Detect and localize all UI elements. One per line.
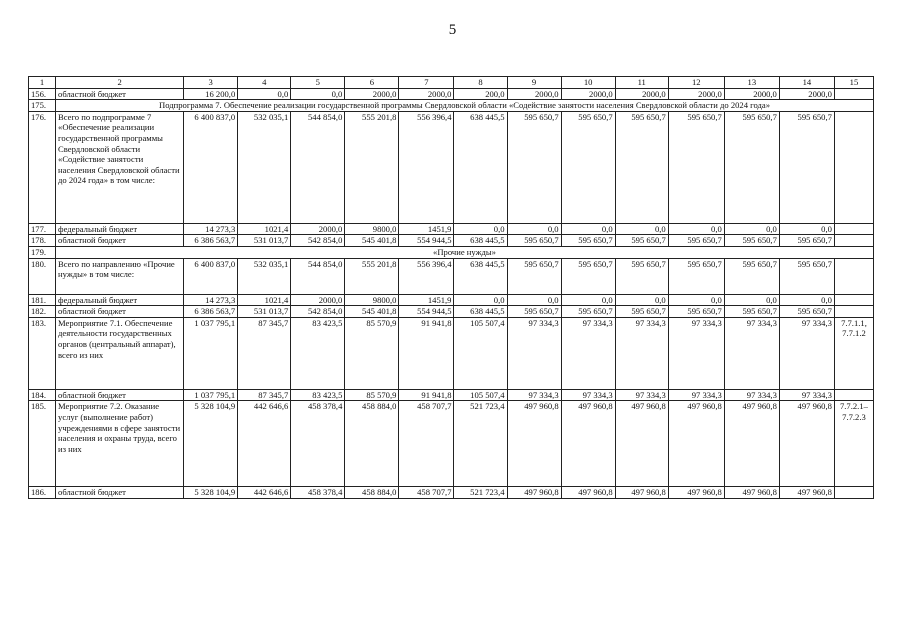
value-cell: 97 334,3 bbox=[668, 389, 724, 401]
value-cell: 458 707,7 bbox=[399, 401, 454, 487]
value-cell: 0,0 bbox=[561, 294, 615, 306]
row-number: 182. bbox=[29, 306, 56, 318]
table-row bbox=[29, 487, 874, 499]
value-cell: 97 334,3 bbox=[507, 317, 561, 389]
value-cell: 554 944,5 bbox=[399, 306, 454, 318]
value-cell: 497 960,8 bbox=[668, 401, 724, 487]
value-cell: 91 941,8 bbox=[399, 317, 454, 389]
value-cell: 595 650,7 bbox=[779, 258, 834, 294]
value-cell: 595 650,7 bbox=[615, 235, 668, 247]
row-number: 178. bbox=[29, 235, 56, 247]
value-cell: 544 854,0 bbox=[291, 258, 345, 294]
value-cell: 2000,0 bbox=[507, 88, 561, 100]
table-row bbox=[29, 306, 874, 318]
value-cell: 442 646,6 bbox=[238, 487, 291, 499]
value-cell: 87 345,7 bbox=[238, 389, 291, 401]
value-cell: 595 650,7 bbox=[507, 258, 561, 294]
value-cell: 91 941,8 bbox=[399, 389, 454, 401]
value-cell: 442 646,6 bbox=[238, 401, 291, 487]
value-cell: 0,0 bbox=[507, 294, 561, 306]
value-cell: 531 013,7 bbox=[238, 306, 291, 318]
table-row bbox=[29, 258, 874, 294]
value-cell: 595 650,7 bbox=[724, 235, 779, 247]
table-row bbox=[29, 294, 874, 306]
target-reference-cell bbox=[834, 235, 873, 247]
column-number-cell: 14 bbox=[779, 77, 834, 89]
value-cell: 0,0 bbox=[615, 223, 668, 235]
section-heading-row bbox=[29, 246, 874, 258]
value-cell: 1021,4 bbox=[238, 294, 291, 306]
value-cell: 2000,0 bbox=[291, 223, 345, 235]
table-row bbox=[29, 317, 874, 389]
value-cell: 638 445,5 bbox=[454, 258, 507, 294]
value-cell: 542 854,0 bbox=[291, 235, 345, 247]
column-number-cell: 11 bbox=[615, 77, 668, 89]
value-cell: 2000,0 bbox=[345, 88, 399, 100]
value-cell: 97 334,3 bbox=[779, 317, 834, 389]
value-cell: 531 013,7 bbox=[238, 235, 291, 247]
value-cell: 0,0 bbox=[668, 223, 724, 235]
column-number-cell: 6 bbox=[345, 77, 399, 89]
value-cell: 497 960,8 bbox=[507, 401, 561, 487]
value-cell: 556 396,4 bbox=[399, 111, 454, 223]
row-number: 156. bbox=[29, 88, 56, 100]
value-cell: 595 650,7 bbox=[779, 306, 834, 318]
value-cell: 497 960,8 bbox=[615, 487, 668, 499]
row-label: областной бюджет bbox=[56, 235, 184, 247]
value-cell: 0,0 bbox=[454, 223, 507, 235]
value-cell: 545 401,8 bbox=[345, 306, 399, 318]
value-cell: 97 334,3 bbox=[561, 317, 615, 389]
value-cell: 0,0 bbox=[779, 294, 834, 306]
value-cell: 0,0 bbox=[238, 88, 291, 100]
value-cell: 532 035,1 bbox=[238, 258, 291, 294]
value-cell: 595 650,7 bbox=[668, 235, 724, 247]
table-row bbox=[29, 401, 874, 487]
row-label: федеральный бюджет bbox=[56, 223, 184, 235]
target-reference-cell: 7.7.1.1, 7.7.1.2 bbox=[834, 317, 873, 389]
row-label: областной бюджет bbox=[56, 389, 184, 401]
value-cell: 521 723,4 bbox=[454, 487, 507, 499]
row-number: 176. bbox=[29, 111, 56, 223]
value-cell: 5 328 104,9 bbox=[184, 401, 238, 487]
value-cell: 595 650,7 bbox=[507, 235, 561, 247]
value-cell: 545 401,8 bbox=[345, 235, 399, 247]
row-number: 180. bbox=[29, 258, 56, 294]
value-cell: 497 960,8 bbox=[561, 487, 615, 499]
table-row bbox=[29, 88, 874, 100]
column-number-cell: 15 bbox=[834, 77, 873, 89]
value-cell: 2000,0 bbox=[724, 88, 779, 100]
value-cell: 97 334,3 bbox=[724, 389, 779, 401]
column-number-cell: 9 bbox=[507, 77, 561, 89]
value-cell: 458 378,4 bbox=[291, 401, 345, 487]
row-label: федеральный бюджет bbox=[56, 294, 184, 306]
column-number-cell: 8 bbox=[454, 77, 507, 89]
value-cell: 97 334,3 bbox=[561, 389, 615, 401]
value-cell: 0,0 bbox=[724, 294, 779, 306]
table-row bbox=[29, 389, 874, 401]
value-cell: 595 650,7 bbox=[668, 306, 724, 318]
column-number-cell: 12 bbox=[668, 77, 724, 89]
value-cell: 595 650,7 bbox=[668, 111, 724, 223]
value-cell: 497 960,8 bbox=[724, 487, 779, 499]
value-cell: 532 035,1 bbox=[238, 111, 291, 223]
row-label: Всего по направлению «Прочие нужды» в том числе: bbox=[56, 258, 184, 294]
value-cell: 595 650,7 bbox=[507, 111, 561, 223]
value-cell: 1 037 795,1 bbox=[184, 389, 238, 401]
value-cell: 497 960,8 bbox=[668, 487, 724, 499]
value-cell: 458 378,4 bbox=[291, 487, 345, 499]
value-cell: 497 960,8 bbox=[724, 401, 779, 487]
column-number-cell: 13 bbox=[724, 77, 779, 89]
value-cell: 595 650,7 bbox=[779, 111, 834, 223]
value-cell: 595 650,7 bbox=[724, 306, 779, 318]
value-cell: 6 386 563,7 bbox=[184, 306, 238, 318]
target-reference-cell bbox=[834, 258, 873, 294]
row-number: 183. bbox=[29, 317, 56, 389]
value-cell: 544 854,0 bbox=[291, 111, 345, 223]
target-reference-cell: 7.7.2.1– 7.7.2.3 bbox=[834, 401, 873, 487]
table-row bbox=[29, 111, 874, 223]
value-cell: 595 650,7 bbox=[724, 111, 779, 223]
value-cell: 97 334,3 bbox=[615, 317, 668, 389]
value-cell: 2000,0 bbox=[561, 88, 615, 100]
value-cell: 0,0 bbox=[507, 223, 561, 235]
value-cell: 97 334,3 bbox=[724, 317, 779, 389]
value-cell: 595 650,7 bbox=[507, 306, 561, 318]
value-cell: 97 334,3 bbox=[668, 317, 724, 389]
value-cell: 97 334,3 bbox=[779, 389, 834, 401]
value-cell: 0,0 bbox=[668, 294, 724, 306]
value-cell: 555 201,8 bbox=[345, 258, 399, 294]
value-cell: 497 960,8 bbox=[561, 401, 615, 487]
column-number-cell: 4 bbox=[238, 77, 291, 89]
row-number: 175. bbox=[29, 100, 56, 112]
row-number: 181. bbox=[29, 294, 56, 306]
value-cell: 14 273,3 bbox=[184, 294, 238, 306]
value-cell: 458 884,0 bbox=[345, 401, 399, 487]
value-cell: 555 201,8 bbox=[345, 111, 399, 223]
target-reference-cell bbox=[834, 223, 873, 235]
value-cell: 638 445,5 bbox=[454, 235, 507, 247]
row-number: 185. bbox=[29, 401, 56, 487]
value-cell: 85 570,9 bbox=[345, 389, 399, 401]
row-label: областной бюджет bbox=[56, 88, 184, 100]
table-row bbox=[29, 235, 874, 247]
value-cell: 497 960,8 bbox=[507, 487, 561, 499]
section-heading-row bbox=[29, 100, 874, 112]
value-cell: 9800,0 bbox=[345, 223, 399, 235]
value-cell: 6 400 837,0 bbox=[184, 111, 238, 223]
target-reference-cell bbox=[834, 389, 873, 401]
value-cell: 6 400 837,0 bbox=[184, 258, 238, 294]
value-cell: 1451,9 bbox=[399, 294, 454, 306]
value-cell: 105 507,4 bbox=[454, 389, 507, 401]
section-heading: «Прочие нужды» bbox=[56, 246, 874, 258]
row-number: 186. bbox=[29, 487, 56, 499]
value-cell: 14 273,3 bbox=[184, 223, 238, 235]
target-reference-cell bbox=[834, 487, 873, 499]
row-label: областной бюджет bbox=[56, 306, 184, 318]
value-cell: 2000,0 bbox=[615, 88, 668, 100]
page-number: 5 bbox=[448, 22, 457, 38]
value-cell: 85 570,9 bbox=[345, 317, 399, 389]
value-cell: 521 723,4 bbox=[454, 401, 507, 487]
column-number-cell: 3 bbox=[184, 77, 238, 89]
value-cell: 105 507,4 bbox=[454, 317, 507, 389]
value-cell: 1451,9 bbox=[399, 223, 454, 235]
value-cell: 542 854,0 bbox=[291, 306, 345, 318]
value-cell: 1 037 795,1 bbox=[184, 317, 238, 389]
row-label: Мероприятие 7.1. Обеспечение деятельности государственных органов (центральный аппарат), всего из них bbox=[56, 317, 184, 389]
value-cell: 556 396,4 bbox=[399, 258, 454, 294]
target-reference-cell bbox=[834, 88, 873, 100]
row-number: 184. bbox=[29, 389, 56, 401]
value-cell: 2000,0 bbox=[399, 88, 454, 100]
value-cell: 497 960,8 bbox=[779, 487, 834, 499]
column-number-row bbox=[29, 77, 874, 89]
row-label: Всего по подпрограмме 7 «Обеспечение реализации государственной программы Свердловской области «Содействие занятости населения Свердловской области до 2024 года» в том числе: bbox=[56, 111, 184, 223]
value-cell: 83 423,5 bbox=[291, 317, 345, 389]
value-cell: 97 334,3 bbox=[615, 389, 668, 401]
value-cell: 638 445,5 bbox=[454, 111, 507, 223]
column-number-cell: 10 bbox=[561, 77, 615, 89]
column-number-cell: 7 bbox=[399, 77, 454, 89]
row-label: Мероприятие 7.2. Оказание услуг (выполнение работ) учреждениями в сфере занятости населения и охраны труда, всего из них bbox=[56, 401, 184, 487]
column-number-cell: 2 bbox=[56, 77, 184, 89]
value-cell: 595 650,7 bbox=[779, 235, 834, 247]
value-cell: 87 345,7 bbox=[238, 317, 291, 389]
value-cell: 200,0 bbox=[454, 88, 507, 100]
value-cell: 0,0 bbox=[615, 294, 668, 306]
row-number: 177. bbox=[29, 223, 56, 235]
value-cell: 2000,0 bbox=[668, 88, 724, 100]
table-row bbox=[29, 223, 874, 235]
value-cell: 0,0 bbox=[454, 294, 507, 306]
value-cell: 2000,0 bbox=[291, 294, 345, 306]
value-cell: 0,0 bbox=[291, 88, 345, 100]
value-cell: 497 960,8 bbox=[779, 401, 834, 487]
column-number-cell: 5 bbox=[291, 77, 345, 89]
value-cell: 595 650,7 bbox=[724, 258, 779, 294]
value-cell: 458 707,7 bbox=[399, 487, 454, 499]
value-cell: 638 445,5 bbox=[454, 306, 507, 318]
value-cell: 0,0 bbox=[561, 223, 615, 235]
value-cell: 0,0 bbox=[779, 223, 834, 235]
value-cell: 2000,0 bbox=[779, 88, 834, 100]
value-cell: 0,0 bbox=[724, 223, 779, 235]
row-label: областной бюджет bbox=[56, 487, 184, 499]
section-heading: Подпрограмма 7. Обеспечение реализации государственной программы Свердловской области «Содействие занятости населения Свердловской области до 2024 года» bbox=[56, 100, 874, 112]
column-number-cell: 1 bbox=[29, 77, 56, 89]
value-cell: 6 386 563,7 bbox=[184, 235, 238, 247]
value-cell: 97 334,3 bbox=[507, 389, 561, 401]
budget-table bbox=[28, 76, 874, 499]
value-cell: 9800,0 bbox=[345, 294, 399, 306]
value-cell: 595 650,7 bbox=[561, 235, 615, 247]
row-number: 179. bbox=[29, 246, 56, 258]
value-cell: 554 944,5 bbox=[399, 235, 454, 247]
value-cell: 595 650,7 bbox=[668, 258, 724, 294]
value-cell: 595 650,7 bbox=[615, 111, 668, 223]
value-cell: 595 650,7 bbox=[561, 111, 615, 223]
value-cell: 458 884,0 bbox=[345, 487, 399, 499]
value-cell: 595 650,7 bbox=[561, 258, 615, 294]
value-cell: 83 423,5 bbox=[291, 389, 345, 401]
target-reference-cell bbox=[834, 111, 873, 223]
target-reference-cell bbox=[834, 306, 873, 318]
value-cell: 1021,4 bbox=[238, 223, 291, 235]
value-cell: 595 650,7 bbox=[615, 258, 668, 294]
value-cell: 16 200,0 bbox=[184, 88, 238, 100]
target-reference-cell bbox=[834, 294, 873, 306]
value-cell: 497 960,8 bbox=[615, 401, 668, 487]
value-cell: 5 328 104,9 bbox=[184, 487, 238, 499]
value-cell: 595 650,7 bbox=[561, 306, 615, 318]
value-cell: 595 650,7 bbox=[615, 306, 668, 318]
